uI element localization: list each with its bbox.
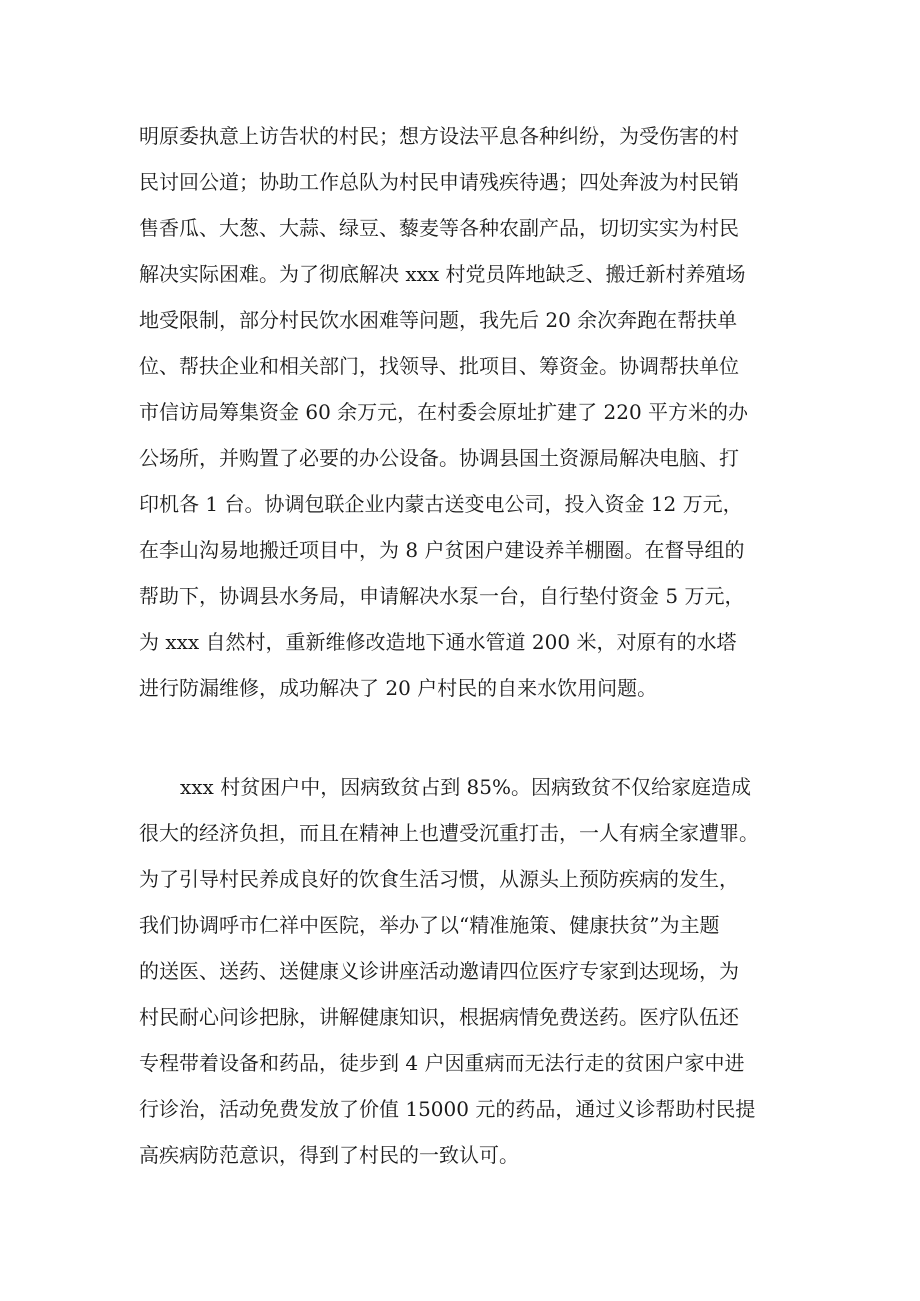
text-line: 专程带着设备和药品，徒步到 4 户因重病而无法行走的贫困户家中进 bbox=[139, 1051, 745, 1075]
text-line: 很大的经济负担，而且在精神上也遭受沉重打击，一人有病全家遭罪。 bbox=[139, 821, 759, 845]
text-line: 市信访局筹集资金 60 余万元，在村委会原址扩建了 220 平方米的办 bbox=[139, 400, 749, 424]
text-line: 解决实际困难。为了彻底解决 xxx 村党员阵地缺乏、搬迁新村养殖场 bbox=[139, 262, 746, 286]
text-line-first: xxx 村贫困户中，因病致贫占到 85%。因病致贫不仅给家庭造成 bbox=[180, 775, 752, 799]
text-line: 印机各 1 台。协调包联企业内蒙古送变电公司，投入资金 12 万元， bbox=[139, 492, 743, 516]
text-line: 售香瓜、大葱、大蒜、绿豆、藜麦等各种农副产品，切切实实为村民 bbox=[139, 216, 739, 240]
text-line: 位、帮扶企业和相关部门，找领导、批项目、筹资金。协调帮扶单位 bbox=[139, 354, 739, 378]
text-line: 村民耐心问诊把脉，讲解健康知识，根据病情免费送药。医疗队伍还 bbox=[139, 1005, 739, 1029]
text-line: 我们协调呼市仁祥中医院，举办了以“精准施策、健康扶贫”为主题 bbox=[139, 913, 720, 937]
text-line: 明原委执意上访告状的村民；想方设法平息各种纠纷，为受伤害的村 bbox=[139, 124, 739, 148]
text-line: 民讨回公道；协助工作总队为村民申请残疾待遇；四处奔波为村民销 bbox=[139, 170, 739, 194]
text-line: 地受限制，部分村民饮水困难等问题，我先后 20 余次奔跑在帮扶单 bbox=[139, 308, 738, 332]
text-line: 进行防漏维修，成功解决了 20 户村民的自来水饮用问题。 bbox=[139, 676, 658, 700]
text-line: 帮助下，协调县水务局，申请解决水泵一台，自行垫付资金 5 万元， bbox=[139, 584, 745, 608]
text-line: 为了引导村民养成良好的饮食生活习惯，从源头上预防疾病的发生， bbox=[139, 867, 739, 891]
paragraph-village-support bbox=[139, 113, 799, 711]
text-line: 在李山沟易地搬迁项目中，为 8 户贫困户建设养羊棚圈。在督导组的 bbox=[139, 538, 745, 562]
text-line: 为 xxx 自然村，重新维修改造地下通水管道 200 米，对原有的水塔 bbox=[139, 630, 737, 654]
paragraph-health-poverty-relief bbox=[139, 764, 799, 1178]
text-line: 行诊治，活动免费发放了价值 15000 元的药品，通过义诊帮助村民提 bbox=[139, 1097, 756, 1121]
text-line: 公场所，并购置了必要的办公设备。协调县国土资源局解决电脑、打 bbox=[139, 446, 739, 470]
text-line: 高疾病防范意识，得到了村民的一致认可。 bbox=[139, 1143, 519, 1167]
text-line: 的送医、送药、送健康义诊讲座活动邀请四位医疗专家到达现场，为 bbox=[139, 959, 739, 983]
